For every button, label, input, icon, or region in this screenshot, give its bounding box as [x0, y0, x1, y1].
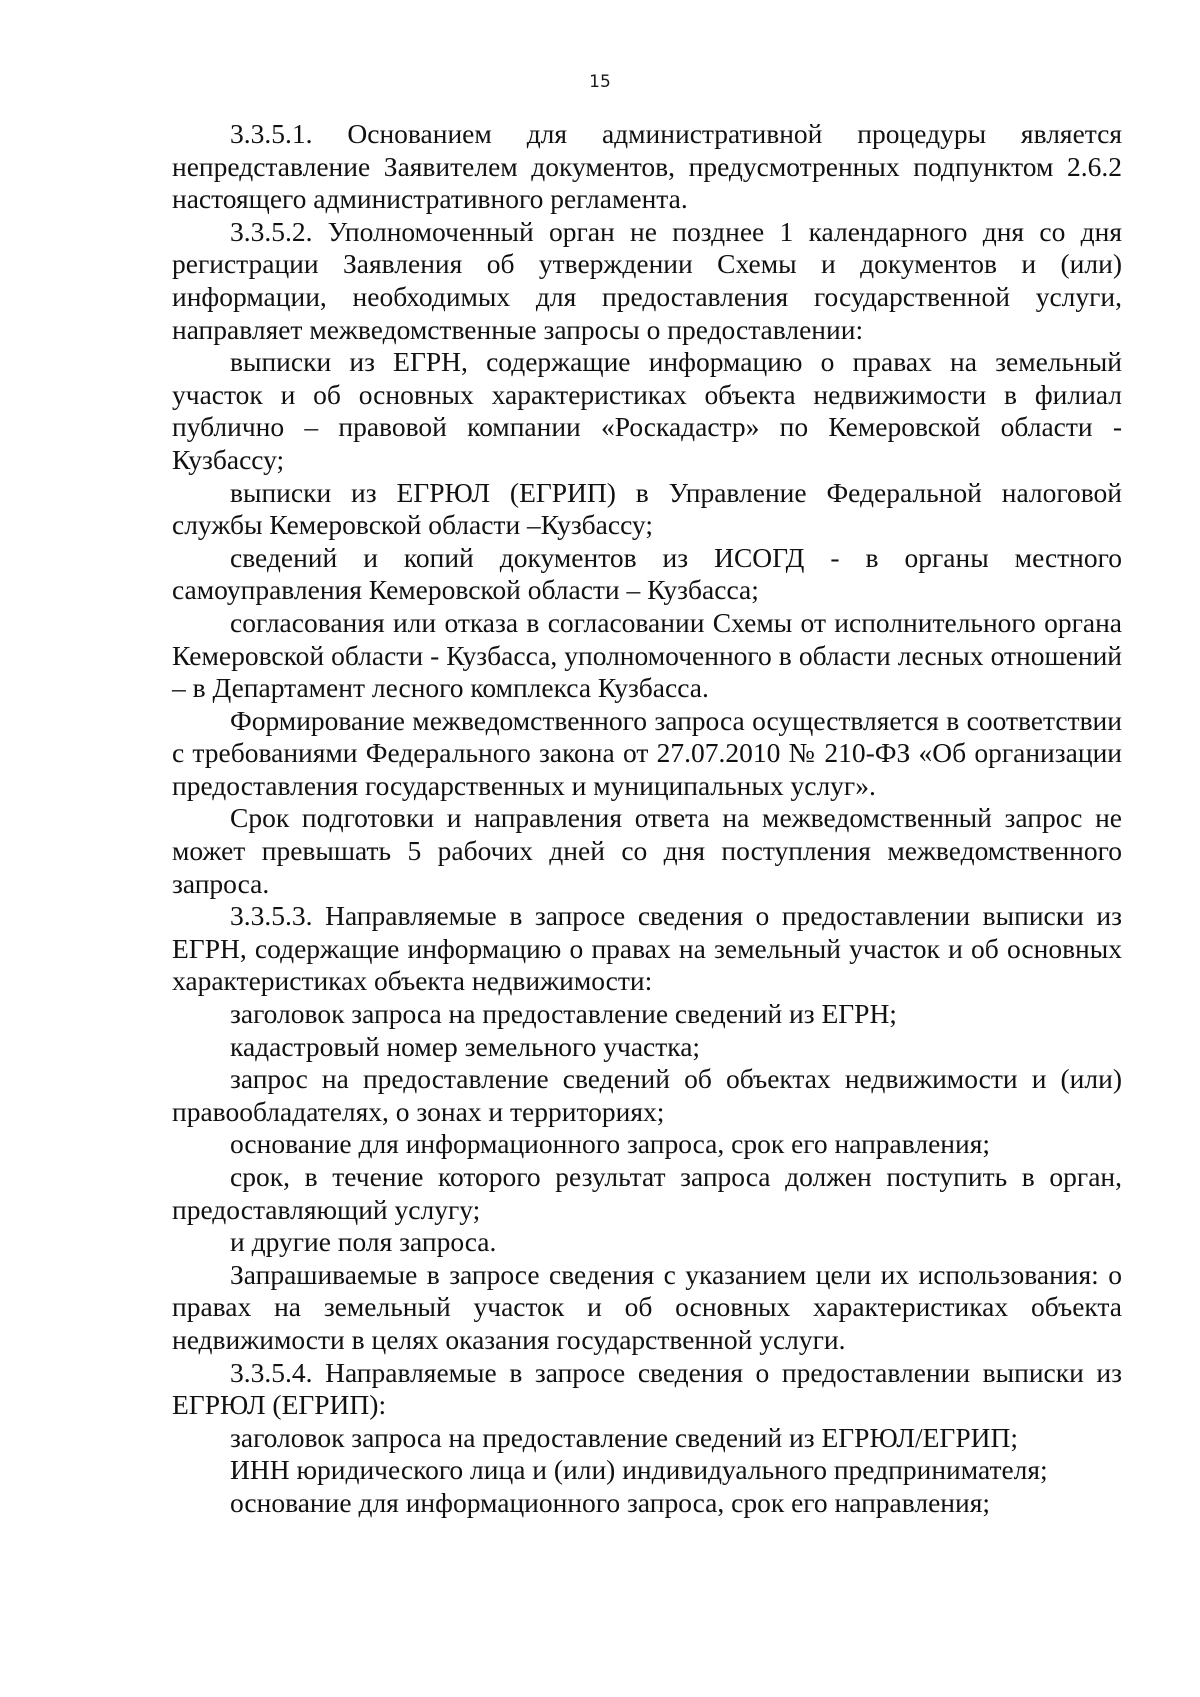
list-item-egrn-extract: выписки из ЕГРН, содержащие информацию о правах на земельный участок и об основных характеристиках объекта недвижимости в филиал публично – правовой компании «Роскадастр» по Кемеровской области - Кузбассу; [172, 346, 1122, 475]
paragraph-3-3-5-2: 3.3.5.2. Уполномоченный орган не позднее 1 календарного дня со дня регистрации Заявления об утверждении Схемы и документов и (или) информации, необходимых для предоставления государственной услуги, направляет межведомственные запросы о предоставлении: [172, 215, 1122, 345]
document-body [172, 118, 1122, 1520]
list-item-result-deadline: срок, в течение которого результат запроса должен поступить в орган, предоставляющий услугу; [172, 1161, 1122, 1225]
paragraph-3-3-5-3: 3.3.5.3. Направляемые в запросе сведения о предоставлении выписки из ЕГРН, содержащие информацию о правах на земельный участок и об основных характеристиках объекта недвижимости: [172, 900, 1122, 997]
list-item-request-basis: основание для информационного запроса, срок его направления; [230, 1128, 991, 1160]
list-item-request-title: заголовок запроса на предоставление сведений из ЕГРН; [230, 998, 897, 1030]
list-item-egrul-request-title: заголовок запроса на предоставление сведений из ЕГРЮЛ/ЕГРИП; [230, 1421, 1018, 1453]
paragraph-3-3-5-4: 3.3.5.4. Направляемые в запросе сведения о предоставлении выписки из ЕГРЮЛ (ЕГРИП): [172, 1356, 1122, 1421]
list-item-egrul-request-basis: основание для информационного запроса, срок его направления; [230, 1486, 991, 1518]
paragraph-response-deadline: Срок подготовки и направления ответа на межведомственный запрос не может превышать 5 рабочих дней со дня поступления межведомственного запроса. [172, 802, 1122, 899]
list-item-other-fields: и другие поля запроса. [230, 1226, 497, 1258]
paragraph-interagency-request: Формирование межведомственного запроса осуществляется в соответствии с требованиями Федерального закона от 27.07.2010 № 210-ФЗ «Об организации предоставления государственных и муниципальных услуг». [172, 704, 1122, 801]
list-item-cadastral-number: кадастровый номер земельного участка; [230, 1030, 701, 1062]
list-item-scheme-approval: согласования или отказа в согласовании Схемы от исполнительного органа Кемеровской области - Кузбасса, уполномоченного в области лесных отношений – в Департамент лесного комплекса Кузбасса. [172, 606, 1122, 704]
paragraph-requested-info-purpose: Запрашиваемые в запросе сведения с указанием цели их использования: о правах на земельный участок и об основных характеристиках объекта недвижимости в целях оказания государственной услуги. [172, 1258, 1122, 1355]
page-number: 15 [589, 72, 611, 92]
list-item-egrul-extract: выписки из ЕГРЮЛ (ЕГРИП) в Управление Федеральной налоговой службы Кемеровской области –Кузбассу; [172, 476, 1122, 541]
paragraph-3-3-5-1: 3.3.5.1. Основанием для административной процедуры является непредставление Заявителем документов, предусмотренных подпунктом 2.6.2 настоящего административного регламента. [172, 118, 1122, 215]
list-item-info-request: запрос на предоставление сведений об объектах недвижимости и (или) правообладателях, о зонах и территориях; [172, 1063, 1122, 1127]
list-item-isogd-documents: сведений и копий документов из ИСОГД - в органы местного самоуправления Кемеровской области – Кузбасса; [172, 541, 1122, 606]
list-item-inn: ИНН юридического лица и (или) индивидуального предпринимателя; [230, 1454, 1048, 1486]
